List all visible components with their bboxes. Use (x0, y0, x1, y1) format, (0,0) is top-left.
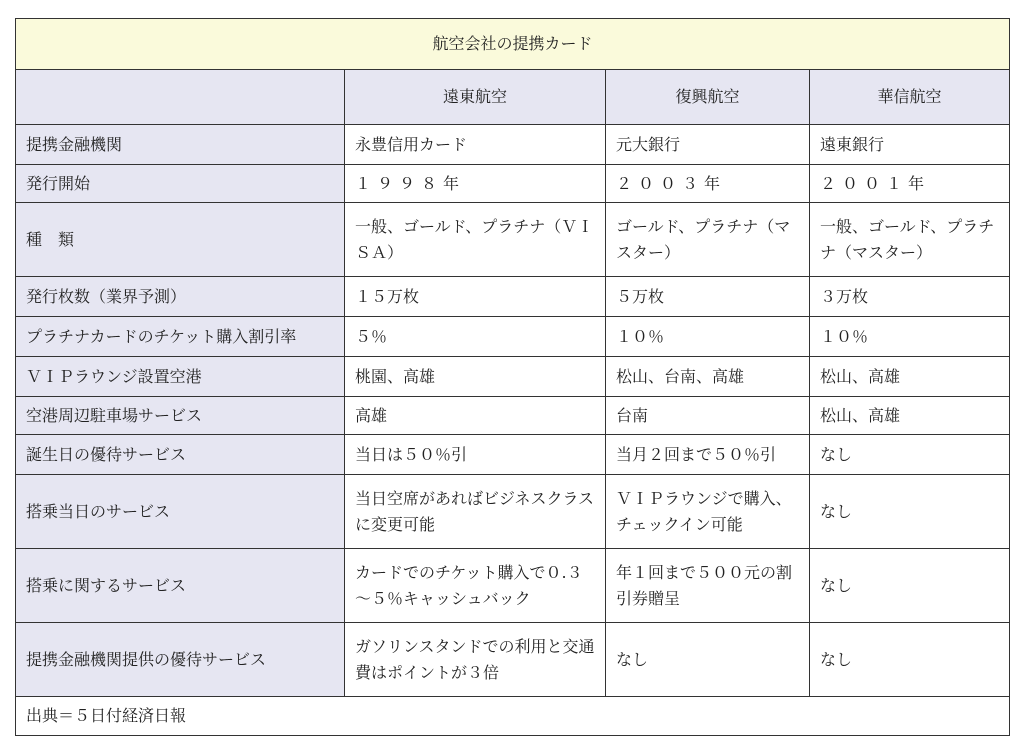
table-row (16, 475, 1010, 549)
column-header-far-eastern: 遠東航空 (345, 70, 606, 125)
table-cell: 桃園、高雄 (345, 357, 606, 397)
table-cell: なし (810, 549, 1010, 623)
row-label: プラチナカードのチケット購入割引率 (16, 317, 345, 357)
row-label: 提携金融機関提供の優待サービス (16, 623, 345, 697)
header-row (16, 70, 1010, 125)
table-cell: 一般、ゴールド、プラチナ（ＶＩＳＡ） (345, 203, 606, 277)
table-cell: 元大銀行 (606, 125, 810, 165)
table-cell: 松山、台南、高雄 (606, 357, 810, 397)
source-row (16, 697, 1010, 736)
table-cell: １０％ (606, 317, 810, 357)
table-cell: ２００１年 (810, 165, 1010, 203)
header-corner (16, 70, 345, 125)
table-cell: 当日は５０％引 (345, 435, 606, 475)
table-cell: 松山、高雄 (810, 357, 1010, 397)
table-cell: 高雄 (345, 397, 606, 435)
table-cell: 遠東銀行 (810, 125, 1010, 165)
table-row (16, 357, 1010, 397)
table-cell: なし (810, 475, 1010, 549)
row-label: ＶＩＰラウンジ設置空港 (16, 357, 345, 397)
row-label: 搭乗当日のサービス (16, 475, 345, 549)
alliance-card-table (15, 18, 1010, 736)
table-cell: なし (810, 435, 1010, 475)
table-cell: １０％ (810, 317, 1010, 357)
table-row (16, 549, 1010, 623)
table-cell: 台南 (606, 397, 810, 435)
column-header-mandarin: 華信航空 (810, 70, 1010, 125)
table-cell: ゴールド、プラチナ（マスター） (606, 203, 810, 277)
row-label: 搭乗に関するサービス (16, 549, 345, 623)
table-cell: 当月２回まで５０％引 (606, 435, 810, 475)
table-row (16, 623, 1010, 697)
table-cell: 一般、ゴールド、プラチナ（マスター） (810, 203, 1010, 277)
table-cell: ＶＩＰラウンジで購入、チェックイン可能 (606, 475, 810, 549)
table-row (16, 397, 1010, 435)
row-label: 種 類 (16, 203, 345, 277)
table-cell: １９９８年 (345, 165, 606, 203)
table-cell: 当日空席があればビジネスクラスに変更可能 (345, 475, 606, 549)
table-cell: 永豊信用カード (345, 125, 606, 165)
row-label: 発行枚数（業界予測） (16, 277, 345, 317)
title-row (16, 19, 1010, 70)
row-label: 発行開始 (16, 165, 345, 203)
row-label: 空港周辺駐車場サービス (16, 397, 345, 435)
source-note: 出典＝５日付経済日報 (16, 697, 1010, 736)
row-label: 提携金融機関 (16, 125, 345, 165)
table-cell: 年１回まで５００元の割引券贈呈 (606, 549, 810, 623)
table-cell: １５万枚 (345, 277, 606, 317)
table-cell: ２００３年 (606, 165, 810, 203)
table-cell: なし (606, 623, 810, 697)
table-row (16, 203, 1010, 277)
table-row (16, 435, 1010, 475)
table-cell: カードでのチケット購入で０.３～５％キャッシュバック (345, 549, 606, 623)
table-cell: ガソリンスタンドでの利用と交通費はポイントが３倍 (345, 623, 606, 697)
table-cell: ５％ (345, 317, 606, 357)
table-title: 航空会社の提携カード (16, 19, 1010, 70)
table-cell: ５万枚 (606, 277, 810, 317)
table-row (16, 165, 1010, 203)
table-row (16, 125, 1010, 165)
column-header-transasia: 復興航空 (606, 70, 810, 125)
table-row (16, 317, 1010, 357)
row-label: 誕生日の優待サービス (16, 435, 345, 475)
table-cell: ３万枚 (810, 277, 1010, 317)
table-cell: 松山、高雄 (810, 397, 1010, 435)
table-row (16, 277, 1010, 317)
table-cell: なし (810, 623, 1010, 697)
